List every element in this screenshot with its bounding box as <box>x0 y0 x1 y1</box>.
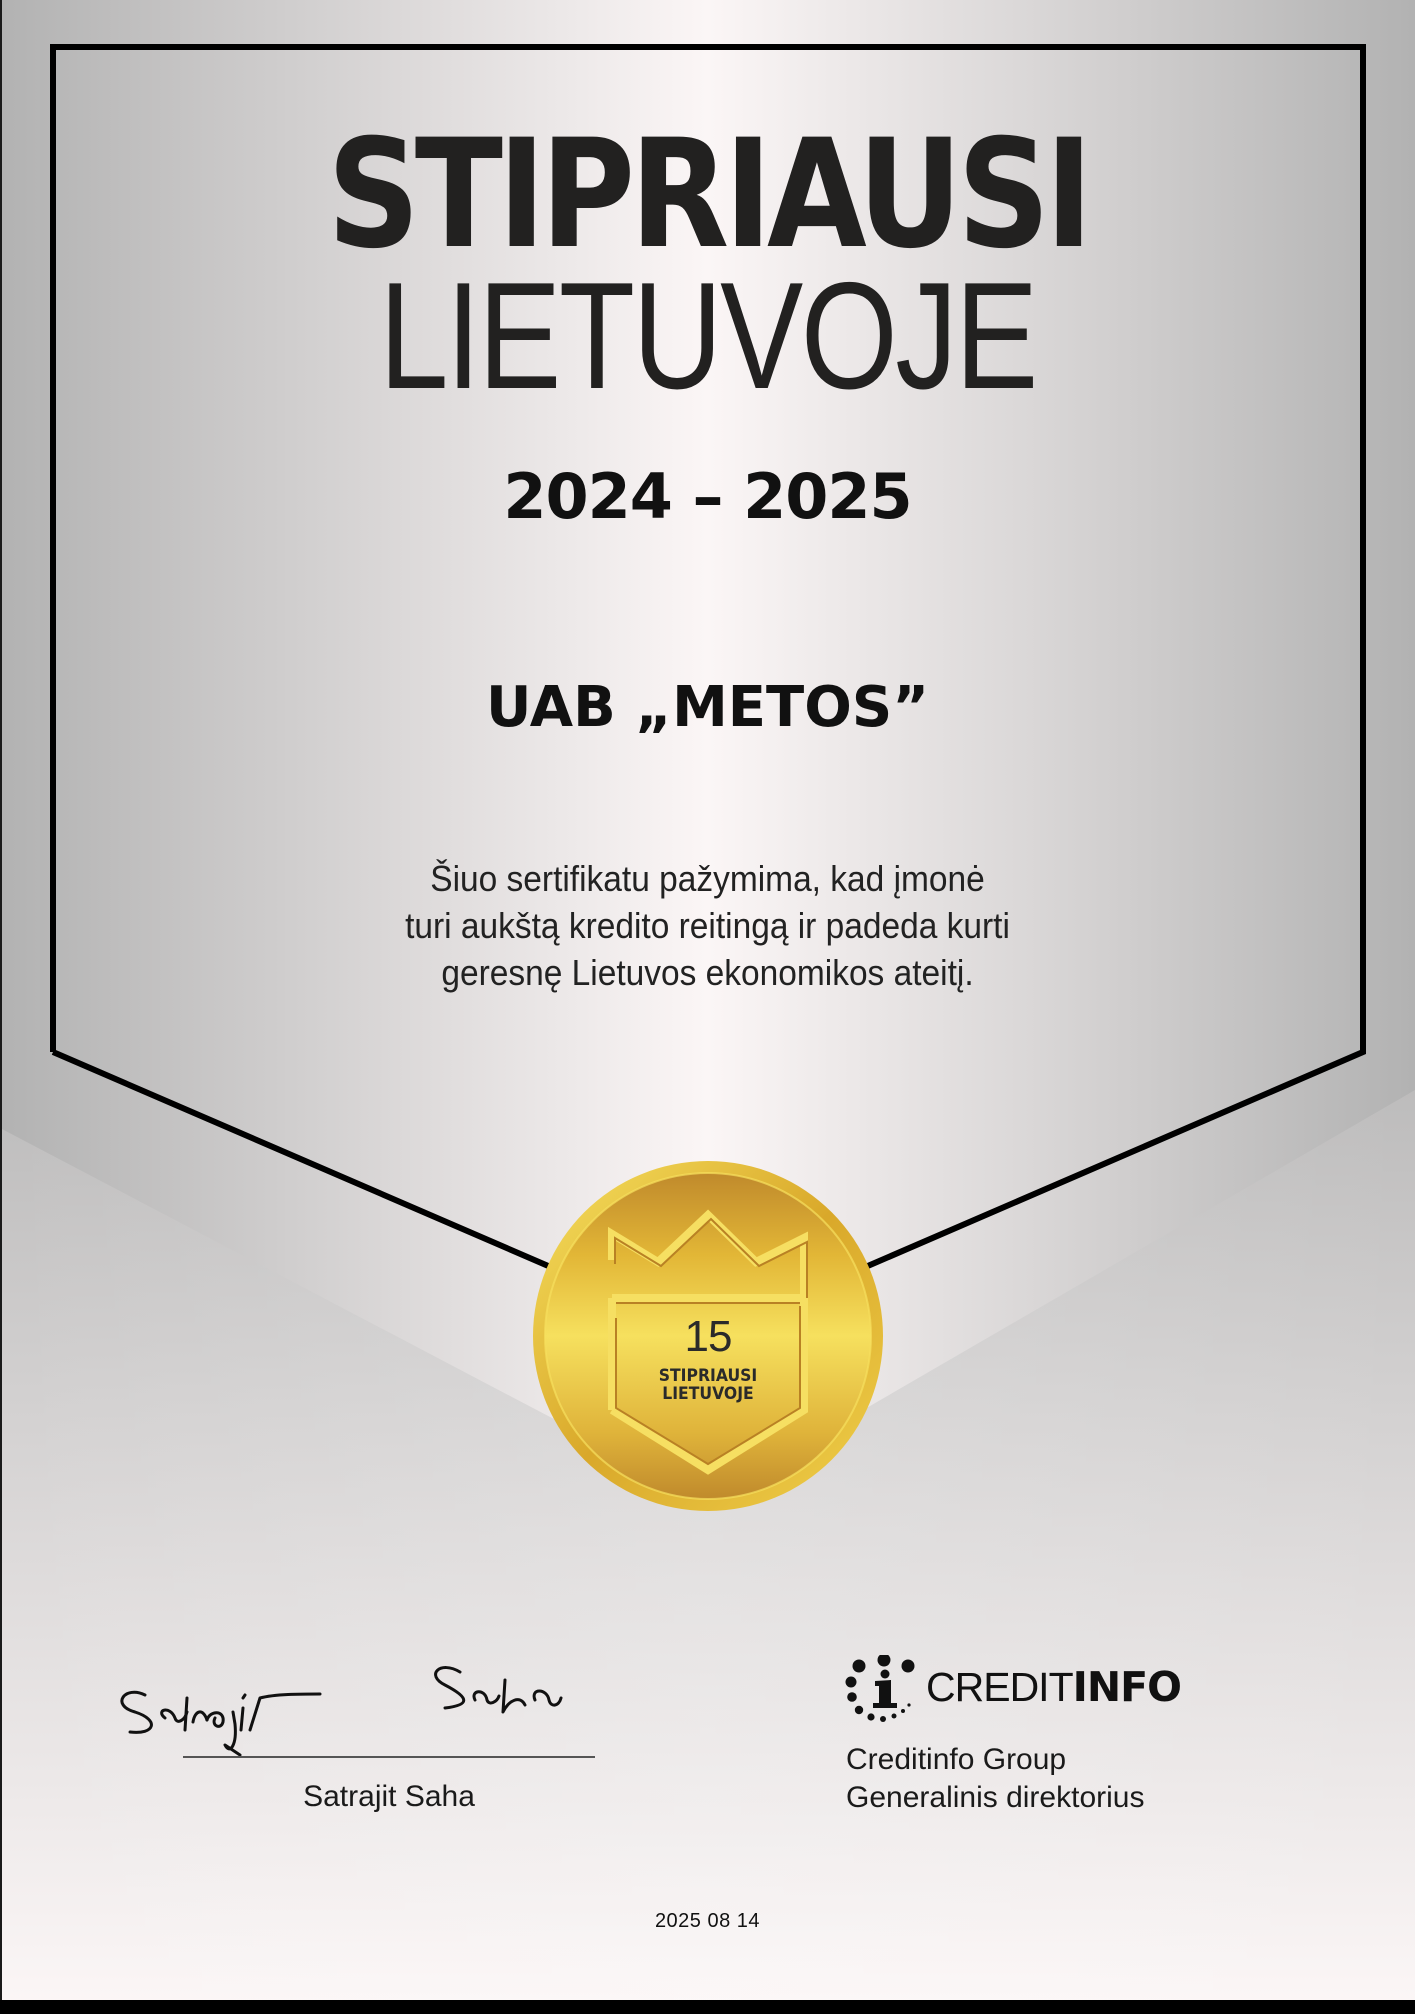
certificate-date: 2025 08 14 <box>654 1910 761 1932</box>
description-line-1: Šiuo sertifikatu pažymima, kad įmonė <box>430 858 985 899</box>
award-years: 2024 – 2025 <box>503 460 912 533</box>
title-line-2: LIETUVOJE <box>379 251 1036 421</box>
description-line-3: geresnę Lietuvos ekonomikos ateitį. <box>441 952 974 993</box>
medal-number: 15 <box>684 1312 732 1361</box>
issuer-organization: Creditinfo Group <box>846 1743 1067 1776</box>
logo-text-light: CREDIT <box>926 1664 1073 1710</box>
description-line-2: turi aukštą kredito reitingą ir padeda kurti <box>405 905 1010 946</box>
logo-text-bold: INFO <box>1072 1663 1182 1711</box>
medal-text-line-2: LIETUVOJE <box>662 1384 754 1404</box>
signature-icon <box>115 1650 635 1760</box>
bottom-bar <box>0 2000 1415 2014</box>
left-edge-line <box>0 0 2 2000</box>
creditinfo-logo-text <box>926 1663 1182 1711</box>
signatory-name: Satrajit Saha <box>303 1780 475 1813</box>
company-name: UAB „METOS” <box>486 675 929 740</box>
signature-line <box>183 1756 595 1758</box>
certificate-description <box>0 855 1415 996</box>
medal-text-line-1: STIPRIAUSI <box>658 1366 758 1386</box>
issuer-role: Generalinis direktorius <box>846 1781 1145 1814</box>
creditinfo-logo-icon <box>845 1655 925 1725</box>
title-line-1: STIPRIAUSI <box>327 108 1088 282</box>
